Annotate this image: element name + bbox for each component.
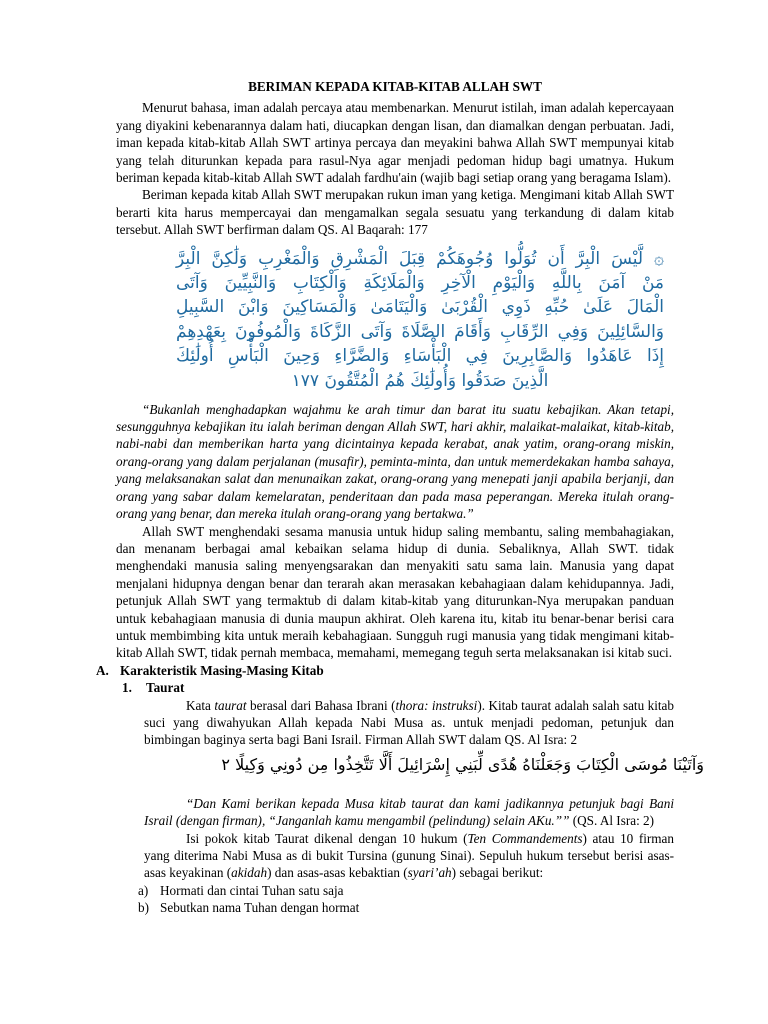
section-title: Karakteristik Masing-Masing Kitab xyxy=(120,662,324,678)
paragraph-kebahagiaan: Allah SWT menghendaki sesama manusia untuk hidup saling membantu, saling membahagiakan, dan menanam berbagai amal kebaikan selama hidup di dunia. Sebaliknya, Allah SWT. tidak menghendaki manusia saling menyengsarakan dan menyakiti satu sama lain. Manusia yang dapat menjalani hidupnya dengan benar dan terarah akan merasakan kebahagiaan dalam kehidupannya. Jadi, petunjuk Allah SWT yang termaktub di dalam kitab-kitab yang diturunkan-Nya merupakan panduan untuk kebahagiaan manusia di dunia maupun akhirat. Oleh karena itu, kitab itu benar-benar berisi cara untuk membimbing kita untuk meraih kebahagiaan. Sungguh rugi manusia yang tidak mengimani kitab-kitab Allah SWT, tidak pernah membaca, memahami, memegang teguh serta melaksanakan isi kitab suci. xyxy=(116,523,674,661)
arabic-line: إِذَا عَاهَدُوا وَالصَّابِرِينَ فِي الْبَأْسَاءِ وَالضَّرَّاءِ وَحِينَ الْبَأْسِ أُولَٰئِكَ xyxy=(176,346,664,367)
text-run: berasal dari Bahasa Ibrani ( xyxy=(246,697,396,713)
text-run-italic: “Dan Kami berikan kepada Musa kitab taurat dan kami jadikannya petunjuk bagi Bani Israil (dengan firman), “Janganlah kamu mengambil (pelindung) selain AKu.”” xyxy=(144,795,674,829)
text-run-italic: thora: instruksi xyxy=(395,697,478,713)
list-item-text: Sebutkan nama Tuhan dengan hormat xyxy=(160,900,360,916)
paragraph-taurat-intro xyxy=(144,697,674,749)
list-item-label: a) xyxy=(138,882,149,898)
page-title: BERIMAN KEPADA KITAB-KITAB ALLAH SWT xyxy=(248,79,542,94)
text-run: ) sebagai berikut: xyxy=(451,865,544,881)
taurat-section xyxy=(138,697,704,917)
text-run-italic: Ten Commandements xyxy=(467,830,583,846)
arabic-line: مَنْ آمَنَ بِاللَّهِ وَالْيَوْمِ الْآخِرِ وَالْمَلَائِكَةِ وَالْكِتَابِ وَالنَّبِيِّينَ وَآتَى xyxy=(176,273,664,294)
list-item xyxy=(138,882,674,899)
paragraph-iman-definition: Menurut bahasa, iman adalah percaya atau membenarkan. Menurut istilah, iman adalah kepercayaan yang diyakini kebenarannya dalam hati, diucapkan dengan lisan, dan diamalkan dengan perbuatan. Jadi, iman kepada kitab-kitab Allah SWT artinya percaya dan meyakini bahwa Allah SWT mempunyai kitab yang telah diturunkan kepada para rasul-Nya agar menjadi pedoman hidup bagi umatnya. Hukum beriman kepada kitab-kitab Allah SWT adalah fardhu'ain (wajib bagi setiap orang yang beragama Islam). xyxy=(116,100,674,186)
paragraph-rukun-iman: Beriman kepada kitab Allah SWT merupakan rukun iman yang ketiga. Mengimani kitab Allah SWT berarti kita harus mempercayai dan mengamalkan segala sesuatu yang terkandung di dalam kitab tersebut. Allah SWT berfirman dalam QS. Al Baqarah: 177 xyxy=(116,187,674,238)
quran-verse-al-baqarah-177 xyxy=(176,247,664,393)
paragraph-ten-commandments xyxy=(144,830,674,882)
section-label: A. xyxy=(96,662,109,678)
text-run: (QS. Al Isra: 2) xyxy=(569,813,655,829)
text-run: Kata xyxy=(186,697,215,713)
subsection-label: 1. xyxy=(122,680,132,696)
list-item xyxy=(138,899,674,916)
section-heading-a xyxy=(96,662,674,679)
subsection-heading-taurat xyxy=(122,679,674,696)
text-run: ) atau 10 firman yang diterima Nabi Musa as di bukit Tursina (gunung Sinai). Sepuluh hukum tersebut berisi asas-asas keyakinan ( xyxy=(144,830,674,881)
arabic-line: وَالسَّائِلِينَ وَفِي الرِّقَابِ وَأَقَامَ الصَّلَاةَ وَآتَى الزَّكَاةَ وَالْمُوفُونَ بِعَهْدِهِمْ xyxy=(176,321,664,342)
arabic-line: الَّذِينَ صَدَقُوا وَأُولَٰئِكَ هُمُ الْمُتَّقُونَ ١٧٧ xyxy=(291,370,549,391)
text-run-italic: syari’ah xyxy=(407,865,452,881)
text-run: ) dan asas-asas kebaktian ( xyxy=(267,865,408,881)
translation-al-baqarah: “Bukanlah menghadapkan wajahmu ke arah timur dan barat itu suatu kebajikan. Akan tetapi, sesungguhnya kebajikan itu ialah beriman dengan Allah SWT, hari akhir, malaikat-malaikat, kitab-kitab, nabi-nabi dan memberikan harta yang dicintainya kepada kerabat, anak yatim, orang-orang miskin, orang-orang yang dalam perjalanan (musafir), peminta-minta, dan untuk memerdekakan hamba sahaya, yang melaksanakan salat dan menunaikan zakat, orang-orang yang menepati janji apabila berjanji, dan orang yang sabar dalam kemelaratan, penderitaan dan pada masa peperangan. Mereka itulah orang-orang yang benar, dan mereka itulah orang-orang yang bertakwa.” xyxy=(116,401,674,522)
text-run: ). Kitab taurat adalah salah satu kitab suci yang diwahyukan Allah kepada Nabi Musa as. untuk menjadi pedoman, petunjuk dan bimbingan baginya serta bagi Bani Israil. Firman Allah SWT dalam QS. Al Isra: 2 xyxy=(144,697,674,748)
list-item-label: b) xyxy=(138,900,149,916)
arabic-line: الْمَالَ عَلَىٰ حُبِّهِ ذَوِي الْقُرْبَىٰ وَالْيَتَامَىٰ وَالْمَسَاكِينَ وَابْنَ السَّبِيلِ xyxy=(176,297,664,318)
commandments-list xyxy=(138,882,674,917)
text-run-italic: taurat xyxy=(214,697,247,713)
text-run-italic: akidah xyxy=(231,865,268,881)
list-item-text: Hormati dan cintai Tuhan satu saja xyxy=(160,882,344,898)
subsection-title: Taurat xyxy=(146,680,185,696)
quran-verse-al-isra-2: وَآتَيْنَا مُوسَى الْكِتَابَ وَجَعَلْنَاهُ هُدًى لِّبَنِي إِسْرَائِيلَ أَلَّا تَتَّخِذُوا مِن دُونِي وَكِيلًا ٢ xyxy=(221,754,704,774)
text-run: Isi pokok kitab Taurat dikenal dengan 10 hukum ( xyxy=(186,830,468,846)
translation-al-isra xyxy=(144,795,674,830)
arabic-line: ۞ لَّيْسَ الْبِرَّ أَن تُوَلُّوا وُجُوهَكُمْ قِبَلَ الْمَشْرِقِ وَالْمَغْرِبِ وَلَٰكِنَّ الْبِرَّ xyxy=(176,248,664,269)
document-body xyxy=(96,78,704,917)
